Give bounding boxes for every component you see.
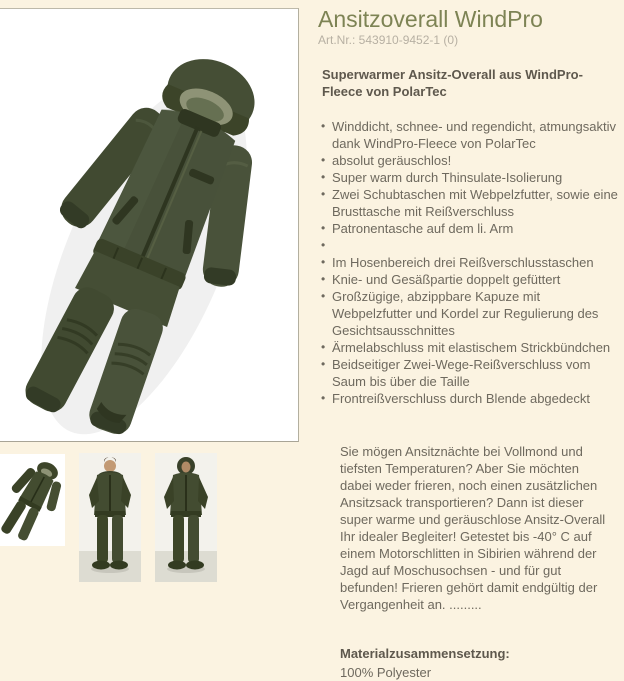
- material-heading: Materialzusammensetzung:: [340, 646, 510, 661]
- feature-item: • Knie- und Gesäßpartie doppelt gefüttert: [332, 271, 618, 288]
- feature-item-empty: [332, 237, 618, 254]
- feature-item: • Ärmelabschluss mit elastischem Strickbündchen: [332, 339, 618, 356]
- feature-item: • Zwei Schubtaschen mit Webpelzfutter, sowie eine Brusttasche mit Reißverschluss: [332, 186, 618, 220]
- thumbnail-model-hood-up[interactable]: [155, 453, 217, 582]
- article-number: Art.Nr.: 543910-9452-1 (0): [318, 33, 459, 47]
- thumbnail-overall-flat-illustration: [0, 454, 65, 546]
- feature-item: • Im Hosenbereich drei Reißverschlusstaschen: [332, 254, 618, 271]
- feature-item: • Frontreißverschluss durch Blende abgedeckt: [332, 390, 618, 407]
- product-details: [318, 6, 618, 681]
- product-subtitle: Superwarmer Ansitz-Overall aus WindPro-Fleece von PolarTec: [322, 67, 583, 99]
- overall-flat-photo-illustration: [0, 9, 297, 441]
- thumbnail-model-hooded-illustration: [155, 453, 217, 582]
- feature-item: • Großzügige, abzippbare Kapuze mit Webpelzfutter und Kordel zur Regulierung des Gesichtsausschnittes: [332, 288, 618, 339]
- page-title: Ansitzoverall WindPro: [318, 6, 543, 32]
- main-product-image[interactable]: [0, 8, 299, 442]
- feature-item: • Winddicht, schnee- und regendicht, atmungsaktiv dank WindPro-Fleece von PolarTec: [332, 118, 618, 152]
- thumbnail-model-front-illustration: [79, 453, 141, 582]
- product-description: Sie mögen Ansitznächte bei Vollmond und tiefsten Temperaturen? Aber Sie möchten dabei weder frieren, noch einen zusätzlichen Ansitzsack transportieren? Dann ist dieser super warme und geräuschlose Ansitz-Overall Ihr idealer Begleiter! Getestet bis -40° C auf einem Motorschlitten in Sibirien während der Jagd auf Moschusochsen - und für gut befunden! Frieren gehört damit endgültig der Vergangenheit an. .........: [340, 444, 606, 612]
- feature-item: • Beidseitiger Zwei-Wege-Reißverschluss vom Saum bis über die Taille: [332, 356, 618, 390]
- feature-item: • Patronentasche auf dem li. Arm: [332, 220, 618, 237]
- thumbnail-model-hood-down[interactable]: [79, 453, 141, 582]
- feature-item: • Super warm durch Thinsulate-Isolierung: [332, 169, 618, 186]
- material-value: 100% Polyester: [340, 665, 432, 680]
- feature-item: • absolut geräuschlos!: [332, 152, 618, 169]
- thumbnail-overall-flat[interactable]: [0, 454, 65, 546]
- feature-list: [318, 118, 618, 407]
